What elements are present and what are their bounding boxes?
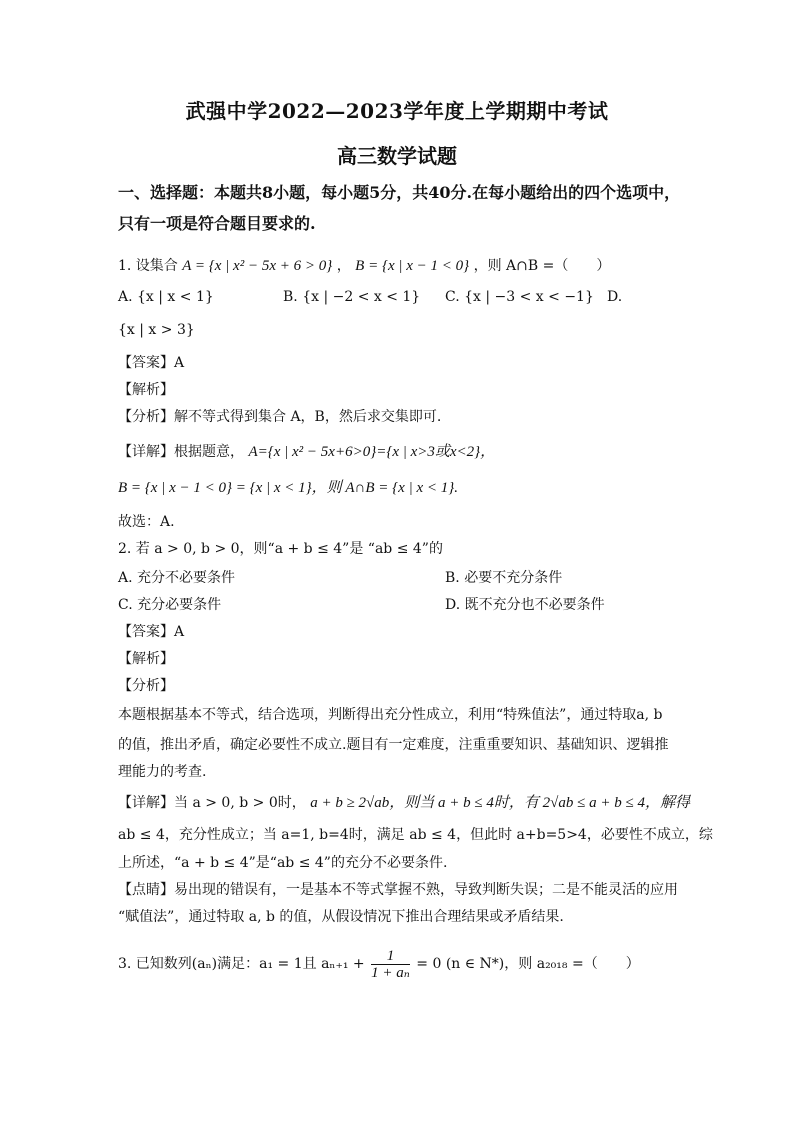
q2-option-c: C. 充分必要条件 [118, 597, 222, 613]
q3-stem [118, 945, 640, 983]
q1-analysis: 【分析】解不等式得到集合 A，B，然后求交集即可. [118, 409, 442, 425]
q1-analysis-heading: 【解析】 [118, 382, 174, 398]
section-heading-line1: 一、选择题：本题共8小题，每小题5分，共40分.在每小题给出的四个选项中， [118, 183, 681, 202]
q1-set-b: B = {x | x − 1 < 0} [355, 258, 470, 274]
q1-detail-line1 [118, 442, 495, 462]
q1-set-a: A = {x | x² − 5x + 6 > 0} [182, 258, 333, 274]
q3-fraction-denominator: 1 + aₙ [371, 964, 410, 981]
q2-detail-label: 【详解】当 a > 0, b > 0时， [118, 795, 306, 811]
q2-answer: 【答案】A [118, 624, 185, 640]
q2-detail-line3: 上所述，“a + b ≤ 4”是“ab ≤ 4”的充分不必要条件. [118, 855, 448, 871]
q1-detail-line2: B = {x | x − 1 < 0} = {x | x < 1}，则 A∩B = {x | x < 1}. [118, 480, 458, 496]
q1-comma: ， [336, 258, 351, 274]
q3-fraction [371, 948, 410, 981]
q1-stem-prefix: 1. 设集合 [118, 258, 178, 274]
q3-stem-suffix: = 0 (n ∈ N*)，则 a₂₀₁₈ =（ ） [416, 956, 640, 972]
q2-option-d: D. 既不充分也不必要条件 [445, 597, 605, 613]
q3-fraction-numerator: 1 [371, 948, 410, 965]
q2-option-b: B. 必要不充分条件 [445, 570, 563, 586]
q1-stem [118, 256, 610, 276]
q2-analysis-heading: 【解析】 [118, 651, 174, 667]
q1-option-c: C. {x | −3 < x < −1} [445, 289, 594, 305]
q2-analysis-line3: 理能力的考查. [118, 764, 207, 780]
q1-option-d-value: {x | x > 3} [118, 322, 195, 338]
q2-tip-line2: “赋值法”，通过特取 a, b 的值，从假设情况下推出合理结果或矛盾结果. [118, 909, 564, 925]
q1-detail-label: 【详解】根据题意， [118, 444, 244, 460]
section-heading-line2: 只有一项是符合题目要求的. [118, 214, 316, 233]
q2-detail-math: a + b ≥ 2√ab，则当 a + b ≤ 4时，有 2√ab ≤ a + b ≤ 4，解得 [310, 795, 690, 811]
q1-stem-suffix: ，则 A∩B =（ ） [473, 258, 611, 274]
q2-detail-line1 [118, 793, 690, 813]
q2-stem: 2. 若 a > 0, b > 0，则“a + b ≤ 4”是 “ab ≤ 4”的 [118, 541, 443, 557]
q1-option-d: D. [607, 289, 623, 305]
exam-title: 武强中学2022—2023学年度上学期期中考试 [185, 99, 609, 123]
q2-analysis-line1: 本题根据基本不等式，结合选项，判断得出充分性成立，利用“特殊值法”，通过特取a, b [118, 707, 663, 723]
q3-stem-prefix: 3. 已知数列(aₙ)满足：a₁ = 1且 aₙ₊₁ + [118, 956, 365, 972]
q2-tip-line1: 【点睛】易出现的错误有，一是基本不等式掌握不熟，导致判断失误；二是不能灵活的应用 [118, 882, 678, 898]
exam-subtitle: 高三数学试题 [337, 144, 457, 168]
q2-option-a: A. 充分不必要条件 [118, 570, 236, 586]
q1-detail-math: A={x | x² − 5x+6>0}={x | x>3或x<2}， [248, 444, 496, 460]
q1-answer: 【答案】A [118, 355, 185, 371]
q1-option-b: B. {x | −2 < x < 1} [283, 289, 421, 305]
q2-analysis-line2: 的值，推出矛盾，确定必要性不成立.题目有一定难度，注重重要知识、基础知识、逻辑推 [118, 737, 669, 753]
q1-option-a: A. {x | x < 1} [118, 289, 214, 305]
q2-analysis-subheading: 【分析】 [118, 678, 174, 694]
q2-detail-line2: ab ≤ 4，充分性成立；当 a=1, b=4时，满足 ab ≤ 4，但此时 a+b=5>4，必要性不成立，综 [118, 827, 713, 843]
q1-conclusion: 故选：A. [118, 514, 175, 530]
